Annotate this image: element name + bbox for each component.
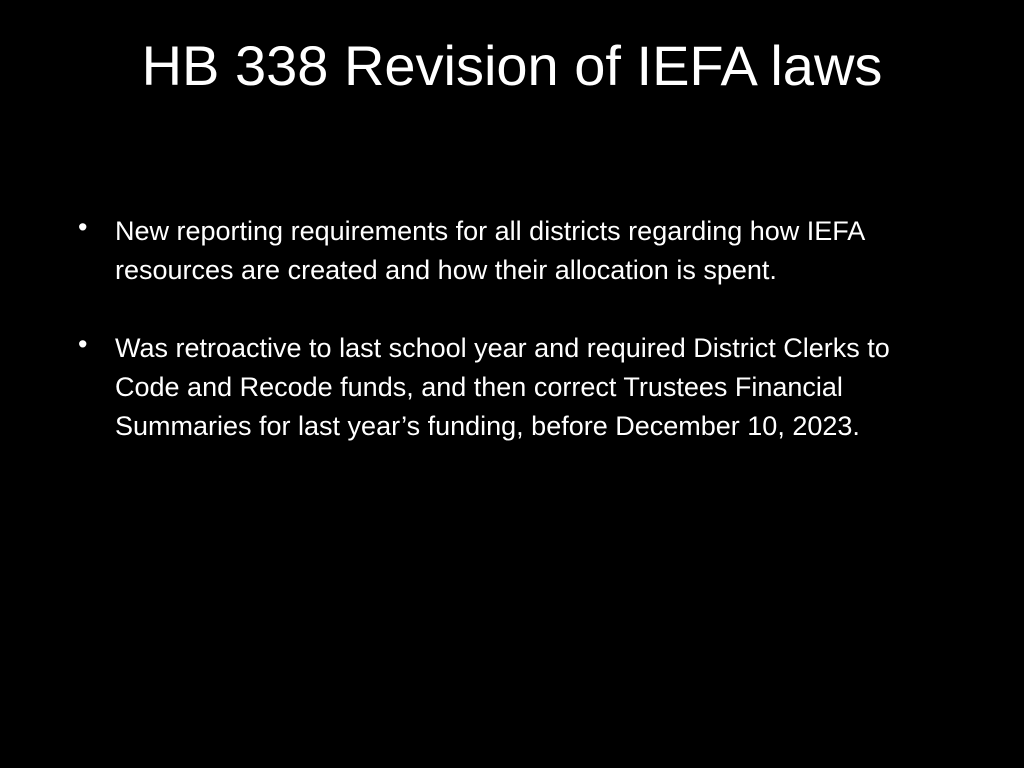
bullet-icon: •	[78, 329, 88, 359]
slide-title: HB 338 Revision of IEFA laws	[141, 34, 883, 97]
bullet-text: New reporting requirements for all districts regarding how IEFA resources are created and how their allocation is spent.	[115, 216, 864, 285]
bullet-item	[0, 212, 1024, 290]
bullet-icon: •	[78, 212, 88, 242]
bullet-text: Was retroactive to last school year and required District Clerks to Code and Recode funds, and then correct Trustees Financial Summaries for last year’s funding, before December 10, 2023.	[115, 333, 890, 441]
bullet-list	[0, 212, 1024, 485]
bullet-item	[0, 329, 1024, 446]
